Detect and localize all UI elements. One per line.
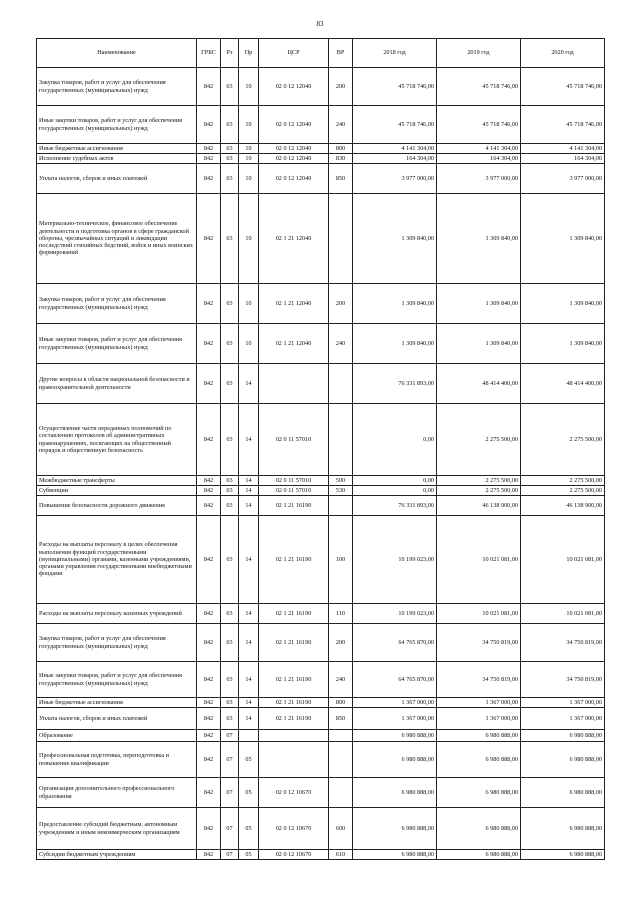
cell-2020: 6 980 888,00 bbox=[521, 778, 605, 808]
cell-pr: 14 bbox=[239, 496, 259, 516]
cell-grbs: 842 bbox=[197, 850, 221, 860]
cell-pr: 05 bbox=[239, 742, 259, 778]
cell-2019: 2 275 500,00 bbox=[437, 476, 521, 486]
cell-rz: 07 bbox=[221, 742, 239, 778]
cell-2019: 6 980 888,00 bbox=[437, 778, 521, 808]
cell-2020: 6 980 888,00 bbox=[521, 808, 605, 850]
cell-grbs: 842 bbox=[197, 516, 221, 604]
cell-pr: 10 bbox=[239, 194, 259, 284]
cell-vr: 800 bbox=[329, 144, 353, 154]
table-row bbox=[37, 778, 605, 808]
cell-rz: 03 bbox=[221, 604, 239, 624]
cell-rz: 03 bbox=[221, 68, 239, 106]
cell-vr bbox=[329, 194, 353, 284]
cell-name: Профессиональная подготовка, переподготовка и повышение квалификации bbox=[37, 742, 197, 778]
table-row bbox=[37, 516, 605, 604]
cell-2018: 10 199 023,00 bbox=[353, 516, 437, 604]
cell-csr: 02 1 21 16190 bbox=[259, 604, 329, 624]
cell-2019: 6 980 888,00 bbox=[437, 808, 521, 850]
cell-name: Субсидии бюджетным учреждениям bbox=[37, 850, 197, 860]
cell-2018: 76 331 893,00 bbox=[353, 496, 437, 516]
cell-pr: 05 bbox=[239, 808, 259, 850]
cell-2020: 34 750 819,00 bbox=[521, 624, 605, 662]
cell-grbs: 842 bbox=[197, 106, 221, 144]
cell-2019: 2 275 500,00 bbox=[437, 404, 521, 476]
table-row bbox=[37, 144, 605, 154]
page-number: 83 bbox=[316, 20, 324, 28]
cell-2019: 34 750 819,00 bbox=[437, 662, 521, 698]
cell-2019: 1 309 840,00 bbox=[437, 324, 521, 364]
cell-csr: 02 0 12 10670 bbox=[259, 850, 329, 860]
cell-rz: 07 bbox=[221, 808, 239, 850]
cell-rz: 03 bbox=[221, 144, 239, 154]
table-row bbox=[37, 698, 605, 708]
cell-pr: 10 bbox=[239, 68, 259, 106]
cell-grbs: 842 bbox=[197, 404, 221, 476]
cell-2018: 0,00 bbox=[353, 476, 437, 486]
cell-rz: 07 bbox=[221, 778, 239, 808]
cell-2019: 6 980 888,00 bbox=[437, 850, 521, 860]
cell-name: Субвенции bbox=[37, 486, 197, 496]
header-2018: 2018 год bbox=[353, 39, 437, 68]
cell-grbs: 842 bbox=[197, 194, 221, 284]
header-csr: ЦСР bbox=[259, 39, 329, 68]
cell-vr: 610 bbox=[329, 850, 353, 860]
cell-name: Иные закупки товаров, работ и услуг для обеспечения государственных (муниципальных) нужд bbox=[37, 106, 197, 144]
cell-2018: 45 718 746,00 bbox=[353, 68, 437, 106]
cell-vr: 200 bbox=[329, 68, 353, 106]
cell-vr: 240 bbox=[329, 324, 353, 364]
cell-grbs: 842 bbox=[197, 164, 221, 194]
cell-grbs: 842 bbox=[197, 144, 221, 154]
cell-vr bbox=[329, 364, 353, 404]
cell-rz: 03 bbox=[221, 364, 239, 404]
cell-vr: 850 bbox=[329, 164, 353, 194]
cell-rz: 03 bbox=[221, 404, 239, 476]
cell-name: Уплата налогов, сборов и иных платежей bbox=[37, 708, 197, 730]
cell-2018: 1 309 840,00 bbox=[353, 194, 437, 284]
cell-vr: 600 bbox=[329, 808, 353, 850]
cell-2019: 3 977 000,00 bbox=[437, 164, 521, 194]
cell-2019: 6 980 888,00 bbox=[437, 742, 521, 778]
cell-2019: 45 718 746,00 bbox=[437, 68, 521, 106]
cell-pr: 14 bbox=[239, 516, 259, 604]
cell-grbs: 842 bbox=[197, 742, 221, 778]
table-row bbox=[37, 662, 605, 698]
cell-name: Образование bbox=[37, 730, 197, 742]
cell-grbs: 842 bbox=[197, 698, 221, 708]
cell-csr: 02 1 21 16190 bbox=[259, 624, 329, 662]
cell-vr: 200 bbox=[329, 284, 353, 324]
cell-rz: 03 bbox=[221, 476, 239, 486]
header-pr: Пр bbox=[239, 39, 259, 68]
cell-pr: 10 bbox=[239, 324, 259, 364]
cell-csr: 02 1 21 12040 bbox=[259, 284, 329, 324]
cell-2019: 1 309 840,00 bbox=[437, 194, 521, 284]
cell-rz: 03 bbox=[221, 698, 239, 708]
header-grbs: ГРБС bbox=[197, 39, 221, 68]
cell-csr: 02 1 21 16190 bbox=[259, 516, 329, 604]
table-row bbox=[37, 708, 605, 730]
cell-csr: 02 0 11 57010 bbox=[259, 486, 329, 496]
cell-2018: 6 980 888,00 bbox=[353, 850, 437, 860]
cell-2019: 1 309 840,00 bbox=[437, 284, 521, 324]
cell-2018: 6 980 888,00 bbox=[353, 742, 437, 778]
cell-pr: 05 bbox=[239, 850, 259, 860]
cell-name: Закупка товаров, работ и услуг для обеспечения государственных (муниципальных) нужд bbox=[37, 68, 197, 106]
cell-2018: 0,00 bbox=[353, 486, 437, 496]
cell-vr: 100 bbox=[329, 516, 353, 604]
cell-vr bbox=[329, 496, 353, 516]
cell-grbs: 842 bbox=[197, 662, 221, 698]
cell-name: Уплата налогов, сборов и иных платежей bbox=[37, 164, 197, 194]
table-row bbox=[37, 742, 605, 778]
table-row bbox=[37, 68, 605, 106]
cell-grbs: 842 bbox=[197, 154, 221, 164]
cell-pr: 14 bbox=[239, 364, 259, 404]
cell-2018: 0,00 bbox=[353, 404, 437, 476]
cell-2018: 4 141 304,00 bbox=[353, 144, 437, 154]
table-row bbox=[37, 496, 605, 516]
cell-csr: 02 1 21 16190 bbox=[259, 698, 329, 708]
cell-vr: 110 bbox=[329, 604, 353, 624]
cell-vr bbox=[329, 730, 353, 742]
cell-pr: 10 bbox=[239, 106, 259, 144]
cell-name: Другие вопросы в области национальной безопасности и правоохранительной деятельности bbox=[37, 364, 197, 404]
cell-2018: 6 980 888,00 bbox=[353, 778, 437, 808]
table-row bbox=[37, 324, 605, 364]
table-row bbox=[37, 284, 605, 324]
cell-name: Исполнение судебных актов bbox=[37, 154, 197, 164]
cell-rz: 03 bbox=[221, 708, 239, 730]
cell-grbs: 842 bbox=[197, 730, 221, 742]
cell-vr: 830 bbox=[329, 154, 353, 164]
cell-rz: 07 bbox=[221, 730, 239, 742]
cell-pr: 10 bbox=[239, 284, 259, 324]
cell-2020: 48 414 400,00 bbox=[521, 364, 605, 404]
cell-2019: 34 750 819,00 bbox=[437, 624, 521, 662]
cell-name: Иные закупки товаров, работ и услуг для обеспечения государственных (муниципальных) нужд bbox=[37, 662, 197, 698]
cell-2020: 1 367 000,00 bbox=[521, 708, 605, 730]
header-rz: Рз bbox=[221, 39, 239, 68]
cell-pr: 14 bbox=[239, 624, 259, 662]
cell-name: Иные закупки товаров, работ и услуг для обеспечения государственных (муниципальных) нужд bbox=[37, 324, 197, 364]
cell-name: Материально-техническое, финансовое обеспечение деятельности и подготовка органов в сфере гражданской обороны, чрезвычайных ситуаций и ликвидации последствий стихийных бедствий, войск и иных воинских формирований bbox=[37, 194, 197, 284]
cell-2018: 64 765 870,00 bbox=[353, 624, 437, 662]
cell-2019: 48 414 400,00 bbox=[437, 364, 521, 404]
cell-2020: 10 021 081,00 bbox=[521, 516, 605, 604]
cell-vr bbox=[329, 742, 353, 778]
cell-2020: 45 718 746,00 bbox=[521, 68, 605, 106]
cell-rz: 03 bbox=[221, 106, 239, 144]
cell-2019: 4 141 304,00 bbox=[437, 144, 521, 154]
cell-rz: 03 bbox=[221, 496, 239, 516]
cell-csr: 02 0 12 10670 bbox=[259, 808, 329, 850]
cell-2018: 64 765 870,00 bbox=[353, 662, 437, 698]
cell-rz: 03 bbox=[221, 324, 239, 364]
cell-csr: 02 1 21 16190 bbox=[259, 496, 329, 516]
cell-2020: 46 138 900,00 bbox=[521, 496, 605, 516]
cell-rz: 03 bbox=[221, 516, 239, 604]
cell-grbs: 842 bbox=[197, 68, 221, 106]
cell-name: Расходы на выплаты персоналу казенных учреждений bbox=[37, 604, 197, 624]
header-2020: 2020 год bbox=[521, 39, 605, 68]
cell-2018: 164 304,00 bbox=[353, 154, 437, 164]
cell-2018: 3 977 000,00 bbox=[353, 164, 437, 194]
cell-2020: 3 977 000,00 bbox=[521, 164, 605, 194]
cell-2020: 2 275 500,00 bbox=[521, 404, 605, 476]
cell-csr: 02 1 21 12040 bbox=[259, 324, 329, 364]
cell-2018: 6 980 888,00 bbox=[353, 808, 437, 850]
cell-2020: 10 021 081,00 bbox=[521, 604, 605, 624]
cell-vr: 800 bbox=[329, 698, 353, 708]
cell-name: Осуществление части переданных полномочий по составлению протоколов об административных правонарушениях, посягающих на общественный порядок и общественную безопасность bbox=[37, 404, 197, 476]
cell-2020: 6 980 888,00 bbox=[521, 730, 605, 742]
cell-rz: 03 bbox=[221, 662, 239, 698]
cell-pr: 14 bbox=[239, 662, 259, 698]
cell-vr: 240 bbox=[329, 106, 353, 144]
cell-2019: 10 021 081,00 bbox=[437, 604, 521, 624]
cell-name: Закупка товаров, работ и услуг для обеспечения государственных (муниципальных) нужд bbox=[37, 284, 197, 324]
cell-2020: 2 275 500,00 bbox=[521, 476, 605, 486]
cell-grbs: 842 bbox=[197, 486, 221, 496]
cell-pr: 05 bbox=[239, 778, 259, 808]
cell-vr: 530 bbox=[329, 486, 353, 496]
cell-name: Предоставление субсидий бюджетным, автономным учреждениям и иным некоммерческим организациям bbox=[37, 808, 197, 850]
cell-name: Повышение безопасности дорожного движения bbox=[37, 496, 197, 516]
cell-vr: 240 bbox=[329, 662, 353, 698]
cell-name: Закупка товаров, работ и услуг для обеспечения государственных (муниципальных) нужд bbox=[37, 624, 197, 662]
cell-2020: 45 718 746,00 bbox=[521, 106, 605, 144]
cell-2020: 1 309 840,00 bbox=[521, 324, 605, 364]
cell-vr: 850 bbox=[329, 708, 353, 730]
cell-2018: 10 199 023,00 bbox=[353, 604, 437, 624]
cell-2019: 164 304,00 bbox=[437, 154, 521, 164]
table-row bbox=[37, 850, 605, 860]
cell-2020: 2 275 500,00 bbox=[521, 486, 605, 496]
cell-vr: 500 bbox=[329, 476, 353, 486]
cell-rz: 03 bbox=[221, 154, 239, 164]
cell-name: Расходы на выплаты персоналу в целях обеспечения выполнения функций государственными (муниципальными) органами, казенными учреждениями, органами управления государственными внебюджетными фондами bbox=[37, 516, 197, 604]
cell-pr: 10 bbox=[239, 144, 259, 154]
cell-grbs: 842 bbox=[197, 324, 221, 364]
cell-grbs: 842 bbox=[197, 604, 221, 624]
table-row bbox=[37, 364, 605, 404]
cell-pr: 14 bbox=[239, 698, 259, 708]
cell-2019: 6 980 888,00 bbox=[437, 730, 521, 742]
cell-csr: 02 0 11 57010 bbox=[259, 404, 329, 476]
cell-csr: 02 1 21 16190 bbox=[259, 708, 329, 730]
table-row bbox=[37, 154, 605, 164]
table-row bbox=[37, 404, 605, 476]
cell-2019: 1 367 000,00 bbox=[437, 708, 521, 730]
cell-2018: 76 331 893,00 bbox=[353, 364, 437, 404]
cell-csr: 02 0 11 57010 bbox=[259, 476, 329, 486]
cell-2018: 1 309 840,00 bbox=[353, 324, 437, 364]
cell-name: Иные бюджетные ассигнования bbox=[37, 144, 197, 154]
cell-grbs: 842 bbox=[197, 364, 221, 404]
cell-rz: 03 bbox=[221, 624, 239, 662]
table-row bbox=[37, 476, 605, 486]
cell-pr: 14 bbox=[239, 486, 259, 496]
cell-name: Организации дополнительного профессионального образования bbox=[37, 778, 197, 808]
cell-csr: 02 1 21 12040 bbox=[259, 194, 329, 284]
table-row bbox=[37, 604, 605, 624]
cell-vr bbox=[329, 404, 353, 476]
cell-2018: 1 367 000,00 bbox=[353, 698, 437, 708]
cell-2020: 1 367 000,00 bbox=[521, 698, 605, 708]
cell-csr: 02 0 12 12040 bbox=[259, 144, 329, 154]
cell-grbs: 842 bbox=[197, 808, 221, 850]
header-2019: 2019 год bbox=[437, 39, 521, 68]
cell-csr: 02 0 12 12040 bbox=[259, 154, 329, 164]
cell-2018: 1 309 840,00 bbox=[353, 284, 437, 324]
cell-rz: 03 bbox=[221, 284, 239, 324]
cell-csr: 02 0 12 12040 bbox=[259, 68, 329, 106]
table-row bbox=[37, 808, 605, 850]
cell-grbs: 842 bbox=[197, 778, 221, 808]
cell-pr: 14 bbox=[239, 476, 259, 486]
cell-2020: 1 309 840,00 bbox=[521, 284, 605, 324]
table-row bbox=[37, 624, 605, 662]
cell-csr: 02 1 21 16190 bbox=[259, 662, 329, 698]
table-row bbox=[37, 194, 605, 284]
table-header-row bbox=[37, 39, 605, 68]
cell-pr bbox=[239, 730, 259, 742]
cell-pr: 10 bbox=[239, 154, 259, 164]
cell-csr bbox=[259, 364, 329, 404]
table-row bbox=[37, 164, 605, 194]
table-row bbox=[37, 486, 605, 496]
cell-name: Межбюджетные трансферты bbox=[37, 476, 197, 486]
table-row bbox=[37, 730, 605, 742]
cell-2020: 6 980 888,00 bbox=[521, 850, 605, 860]
cell-rz: 07 bbox=[221, 850, 239, 860]
cell-name: Иные бюджетные ассигнования bbox=[37, 698, 197, 708]
header-name: Наименование bbox=[37, 39, 197, 68]
table-row bbox=[37, 106, 605, 144]
cell-csr bbox=[259, 730, 329, 742]
cell-csr: 02 0 12 12040 bbox=[259, 106, 329, 144]
cell-csr: 02 0 12 10670 bbox=[259, 778, 329, 808]
cell-csr bbox=[259, 742, 329, 778]
cell-pr: 14 bbox=[239, 404, 259, 476]
budget-table bbox=[36, 38, 605, 860]
cell-2020: 1 309 840,00 bbox=[521, 194, 605, 284]
cell-2019: 45 718 746,00 bbox=[437, 106, 521, 144]
cell-2018: 45 718 746,00 bbox=[353, 106, 437, 144]
cell-2020: 4 141 304,00 bbox=[521, 144, 605, 154]
cell-grbs: 842 bbox=[197, 284, 221, 324]
cell-2019: 46 138 900,00 bbox=[437, 496, 521, 516]
cell-grbs: 842 bbox=[197, 476, 221, 486]
cell-csr: 02 0 12 12040 bbox=[259, 164, 329, 194]
cell-rz: 03 bbox=[221, 486, 239, 496]
cell-vr bbox=[329, 778, 353, 808]
cell-2018: 1 367 000,00 bbox=[353, 708, 437, 730]
cell-pr: 10 bbox=[239, 164, 259, 194]
cell-pr: 14 bbox=[239, 604, 259, 624]
cell-2020: 34 750 819,00 bbox=[521, 662, 605, 698]
cell-vr: 200 bbox=[329, 624, 353, 662]
cell-2019: 2 275 500,00 bbox=[437, 486, 521, 496]
cell-rz: 03 bbox=[221, 164, 239, 194]
header-vr: ВР bbox=[329, 39, 353, 68]
cell-2018: 6 980 888,00 bbox=[353, 730, 437, 742]
cell-grbs: 842 bbox=[197, 708, 221, 730]
cell-2020: 6 980 888,00 bbox=[521, 742, 605, 778]
cell-grbs: 842 bbox=[197, 624, 221, 662]
cell-2020: 164 304,00 bbox=[521, 154, 605, 164]
cell-rz: 03 bbox=[221, 194, 239, 284]
cell-2019: 10 021 081,00 bbox=[437, 516, 521, 604]
cell-grbs: 842 bbox=[197, 496, 221, 516]
cell-pr: 14 bbox=[239, 708, 259, 730]
cell-2019: 1 367 000,00 bbox=[437, 698, 521, 708]
